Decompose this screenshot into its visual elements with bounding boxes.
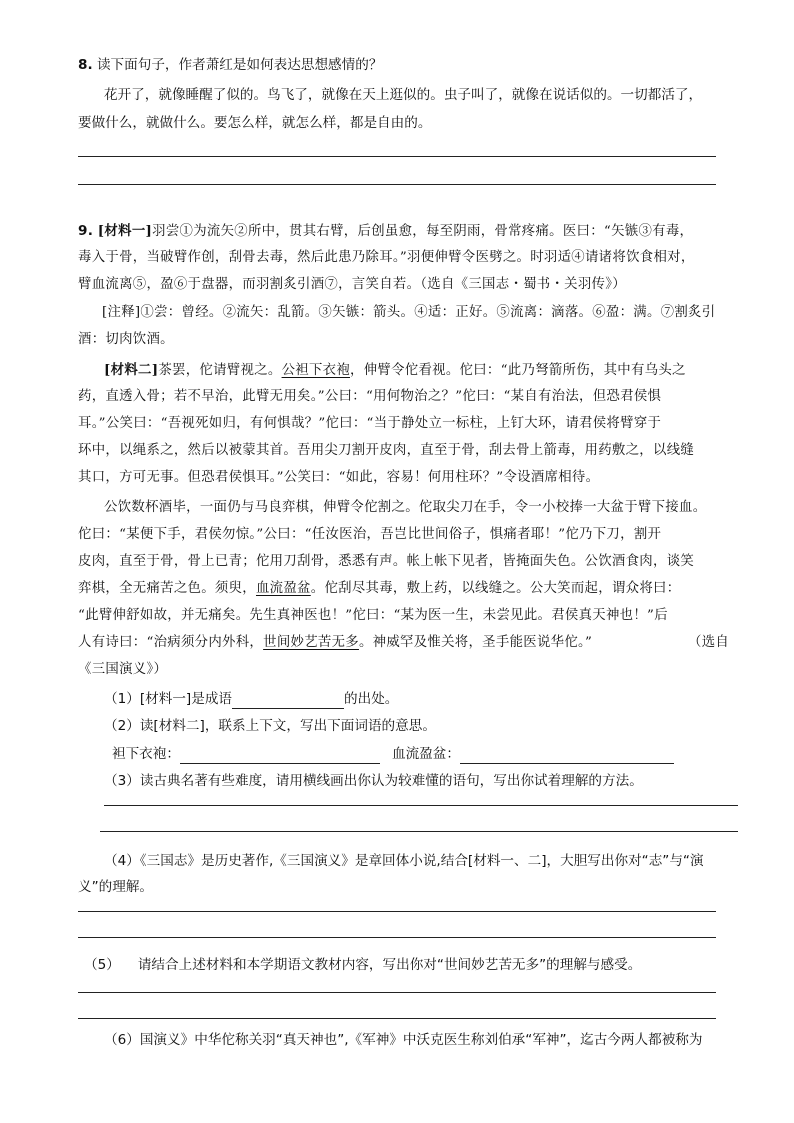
answer-line[interactable] [78, 911, 716, 912]
question-8-text: 读下面句子，作者萧红是如何表达思想感情的？ [96, 57, 383, 73]
question-8-passage-line-2: 要做什么，就做什么。要怎么样，就怎么样，都是自由的。 [78, 115, 432, 131]
sub-question-6: （6）国演义》中华佗称关羽“真天神也”,《军神》中沃克医生称刘伯承“军神”，迄古今两人都被称为 [104, 1032, 703, 1048]
text: 茶罢，佗请臂视之。 [158, 363, 282, 378]
material-1-line-3: 臂血流离⑤，盈⑥于盘器，而羽割炙引酒⑦，言笑自若。（选自《三国志・蜀书・关羽传》） [78, 277, 626, 292]
answer-line[interactable] [78, 992, 716, 993]
sub-question-1 [104, 689, 398, 709]
sub-question-2: （2）读[材料二]，联系上下文，写出下面词语的意思。 [104, 718, 436, 734]
material-1-text: 羽尝①为流矢②所中，贯其右臂，后创虽愈，每至阴雨，骨常疼痛。医曰：“矢镞③有毒， [152, 224, 694, 239]
notes-line-2: 酒：切肉饮酒。 [78, 332, 174, 347]
text: 。神威罕及惟关将，圣手能医说华佗。” [358, 635, 593, 650]
answer-line[interactable] [78, 184, 716, 185]
question-8-passage-line-1: 花开了，就像睡醒了似的。鸟飞了，就像在天上逛似的。虫子叫了，就像在说话似的。一切都活了， [104, 87, 703, 103]
sub-question-4-line-1: （4）《三国志》是历史著作,《三国演义》是章回体小说,结合[材料一、二]，大胆写出你对“志”与“演 [104, 853, 704, 869]
text: 请结合上述材料和本学期语文教材内容，写出你对“世间妙艺苦无多”的理解与感受。 [137, 957, 642, 973]
text: 血流盈盆： [392, 746, 460, 762]
text: 弈棋，全无痛苦之色。须臾， [78, 581, 256, 596]
material-2-line-7: 佗曰：“某便下手，君侯勿惊。”公曰：“任汝医治，吾岂比世间俗子，惧痛者耶！”佗乃下刀，割开 [78, 527, 662, 542]
text: 。佗刮尽其毒，敷上药，以线缝之。公大笑而起，谓众将曰： [310, 581, 681, 596]
material-2-line-10: “此臂伸舒如故，并无痛矣。先生真神医也！”佗曰：“某为医一生，未尝见此。君侯真天神也！”后 [78, 608, 668, 623]
question-8-prompt [78, 55, 382, 75]
text: 人有诗曰：“治病须分内外科， [78, 635, 264, 650]
material-1-line-2: 毒入于骨，当破臂作创，刮骨去毒，然后此患乃除耳。”羽便伸臂令医劈之。时羽适④请诸将饮食相对， [78, 250, 695, 265]
material-2-line-6: 公饮数杯酒毕，一面仍与马良弈棋，伸臂令佗割之。佗取尖刀在手，令一小校捧一大盆于臂下接血。 [104, 500, 707, 515]
text: ，伸臂令佗看视。佗曰：“此乃弩箭所伤，其中有乌头之 [350, 363, 686, 378]
material-2-line-4: 环中，以绳系之，然后以被蒙其首。吾用尖刀割开皮肉，直至于骨，刮去骨上箭毒，用药敷之，以线缝 [78, 443, 695, 458]
question-8-number: 8. [78, 57, 93, 73]
underlined-phrase: 世间妙艺苦无多 [263, 635, 359, 650]
answer-line[interactable] [78, 156, 716, 157]
sub-question-2-word-2 [392, 744, 674, 764]
sub-question-5 [84, 955, 641, 975]
sub-question-3: （3）读古典名著有些难度，请用横线画出你认为较难懂的语句，写出你试着理解的方法。 [104, 773, 643, 789]
idiom-blank[interactable] [232, 692, 344, 709]
material-2-line-5: 其口，方可无事。但恐君侯惧耳。”公笑曰：“如此，容易！何用柱环？”令设酒席相待。 [78, 470, 600, 485]
answer-blank[interactable] [460, 747, 674, 764]
underlined-phrase: 公袒下衣袍 [281, 363, 351, 378]
answer-line[interactable] [100, 831, 738, 832]
material-2-line-3: 耳。”公笑曰：“吾视死如归，有何惧哉？”佗曰：“当于静处立一标柱，上钉大环，请君侯将臂穿于 [78, 416, 662, 431]
notes-line-1: [注释]①尝：曾经。②流矢：乱箭。③矢镞：箭头。④适：正好。⑤流离：滴落。⑥盈：满。⑦割炙引 [102, 305, 716, 320]
material-2-line-11 [78, 633, 592, 653]
answer-line[interactable] [104, 805, 738, 806]
material-2-line-1 [104, 360, 686, 381]
material-2-line-2: 药，直透入骨；若不早治，此臂无用矣。”公曰：“用何物治之？”佗曰：“某自有治法，但恐君侯惧 [78, 389, 662, 404]
question-9-number: 9. [78, 223, 94, 239]
text: 袒下衣袍： [112, 746, 180, 762]
text: （1）[材料一]是成语 [104, 691, 233, 707]
answer-blank[interactable] [180, 747, 380, 764]
material-1-label: [材料一] [97, 223, 153, 239]
sub-question-2-word-1 [112, 744, 380, 764]
answer-line[interactable] [78, 937, 716, 938]
source-title: 《三国演义》） [78, 662, 168, 677]
underlined-phrase: 血流盈盆 [255, 581, 311, 596]
material-2-line-9 [78, 579, 680, 599]
source-note: （选自 [688, 635, 730, 650]
sub-question-4-line-2: 义”的理解。 [78, 879, 154, 895]
material-1-line-1 [78, 221, 693, 242]
text: 的出处。 [344, 691, 399, 707]
material-2-label: [材料二] [104, 362, 159, 378]
material-2-line-8: 皮肉，直至于骨，骨上已青；佗用刀刮骨，悉悉有声。帐上帐下见者，皆掩面失色。公饮酒食肉，谈笑 [78, 554, 695, 569]
text: （5） [84, 957, 120, 973]
answer-line[interactable] [78, 1018, 716, 1019]
